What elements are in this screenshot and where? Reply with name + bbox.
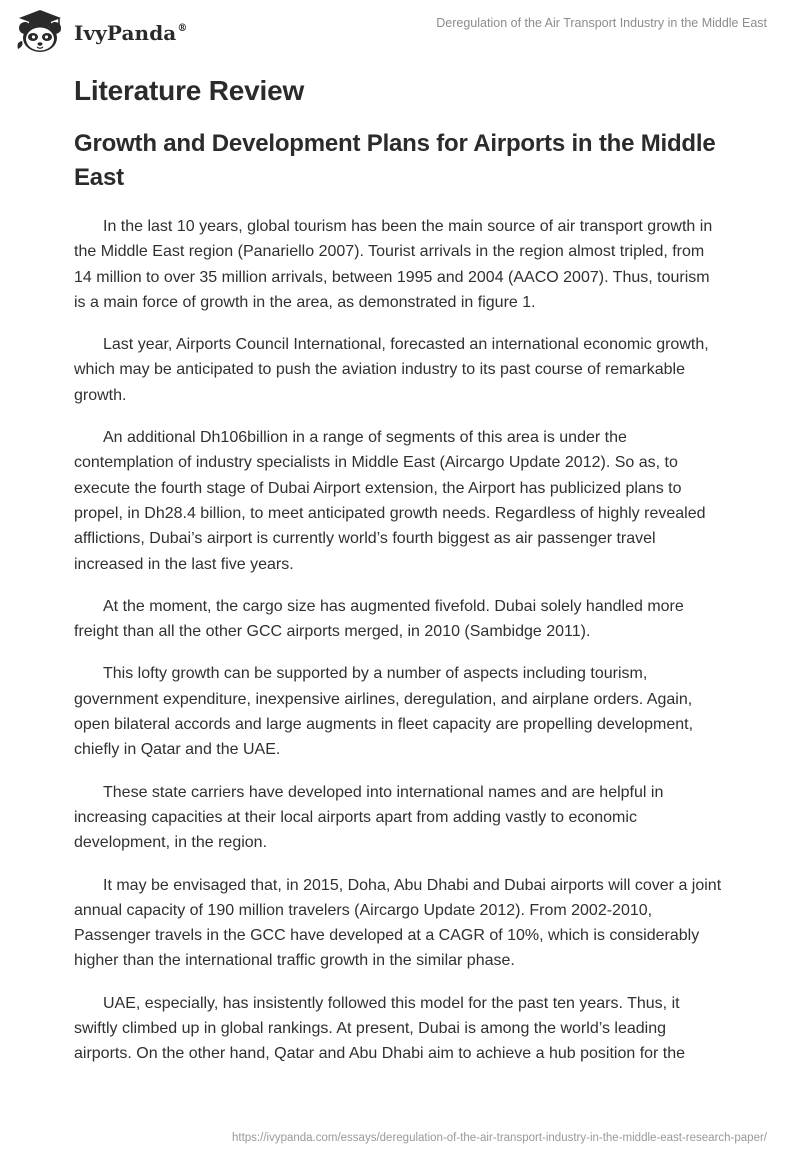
panda-graduate-logo-icon	[14, 9, 66, 55]
article-content	[74, 72, 724, 1084]
paragraph: An additional Dh106billion in a range of segments of this area is under the contemplation of industry specialists in Middle East (Aircargo Update 2012). So as, to execute the fourth stage of Dubai Airport extension, the Airport has publicized plans to propel, in Dh28.4 billion, to meet anticipated growth needs. Regardless of highly revealed afflictions, Dubai’s airport is currently world’s fourth biggest as air passenger travel increased in the last five years.	[74, 429, 706, 573]
brand-name: IvyPanda	[74, 21, 177, 45]
paragraph: In the last 10 years, global tourism has been the main source of air transport growth in the Middle East region (Panariello 2007). Tourist arrivals in the region almost tripled, from 14 million to over 35 million arrivals, between 1995 and 2004 (AACO 2007). Thus, tourism is a main force of growth in the area, as demonstrated in figure 1.	[74, 218, 713, 311]
page-header	[0, 0, 800, 60]
paragraph: UAE, especially, has insistently followed this model for the past ten years. Thus, it swiftly climbed up in global rankings. At present, Dubai is among the world’s leading airports. On the other hand, Qatar and Abu Dhabi aim to achieve a hub position for the	[74, 994, 686, 1063]
paragraph: At the moment, the cargo size has augmented fivefold. Dubai solely handled more freight than all the other GCC airports merged, in 2010 (Sambidge 2011).	[74, 597, 684, 641]
source-url[interactable]: https://ivypanda.com/essays/deregulation-of-the-air-transport-industry-in-the-middle-east-research-paper/	[232, 1132, 767, 1144]
ivypanda-logo[interactable]	[14, 9, 187, 55]
paragraph: This lofty growth can be supported by a number of aspects including tourism, government expenditure, inexpensive airlines, deregulation, and airplane orders. Again, open bilateral accords and large augments in fleet capacity are propelling development, chiefly in Qatar and the UAE.	[74, 665, 694, 759]
document-title: Deregulation of the Air Transport Industry in the Middle East	[436, 16, 767, 30]
subsection-heading: Growth and Development Plans for Airports in the Middle East	[74, 130, 716, 191]
section-heading: Literature Review	[74, 75, 305, 106]
logo-wordmark	[74, 21, 187, 45]
paragraph: It may be envisaged that, in 2015, Doha, Abu Dhabi and Dubai airports will cover a joint annual capacity of 190 million travelers (Aircargo Update 2012). From 2002-2010, Passenger travels in the GCC have developed at a CAGR of 10%, which is considerably higher than the international traffic growth in the similar phase.	[74, 876, 722, 970]
registered-mark: ®	[177, 23, 188, 34]
article-body	[74, 214, 724, 1067]
paragraph: Last year, Airports Council International, forecasted an international economic growth, which may be anticipated to push the aviation industry to its past course of remarkable growth.	[74, 336, 709, 404]
paragraph: These state carriers have developed into international names and are helpful in increasing capacities at their local airports apart from adding vastly to economic development, in the region.	[74, 783, 664, 852]
